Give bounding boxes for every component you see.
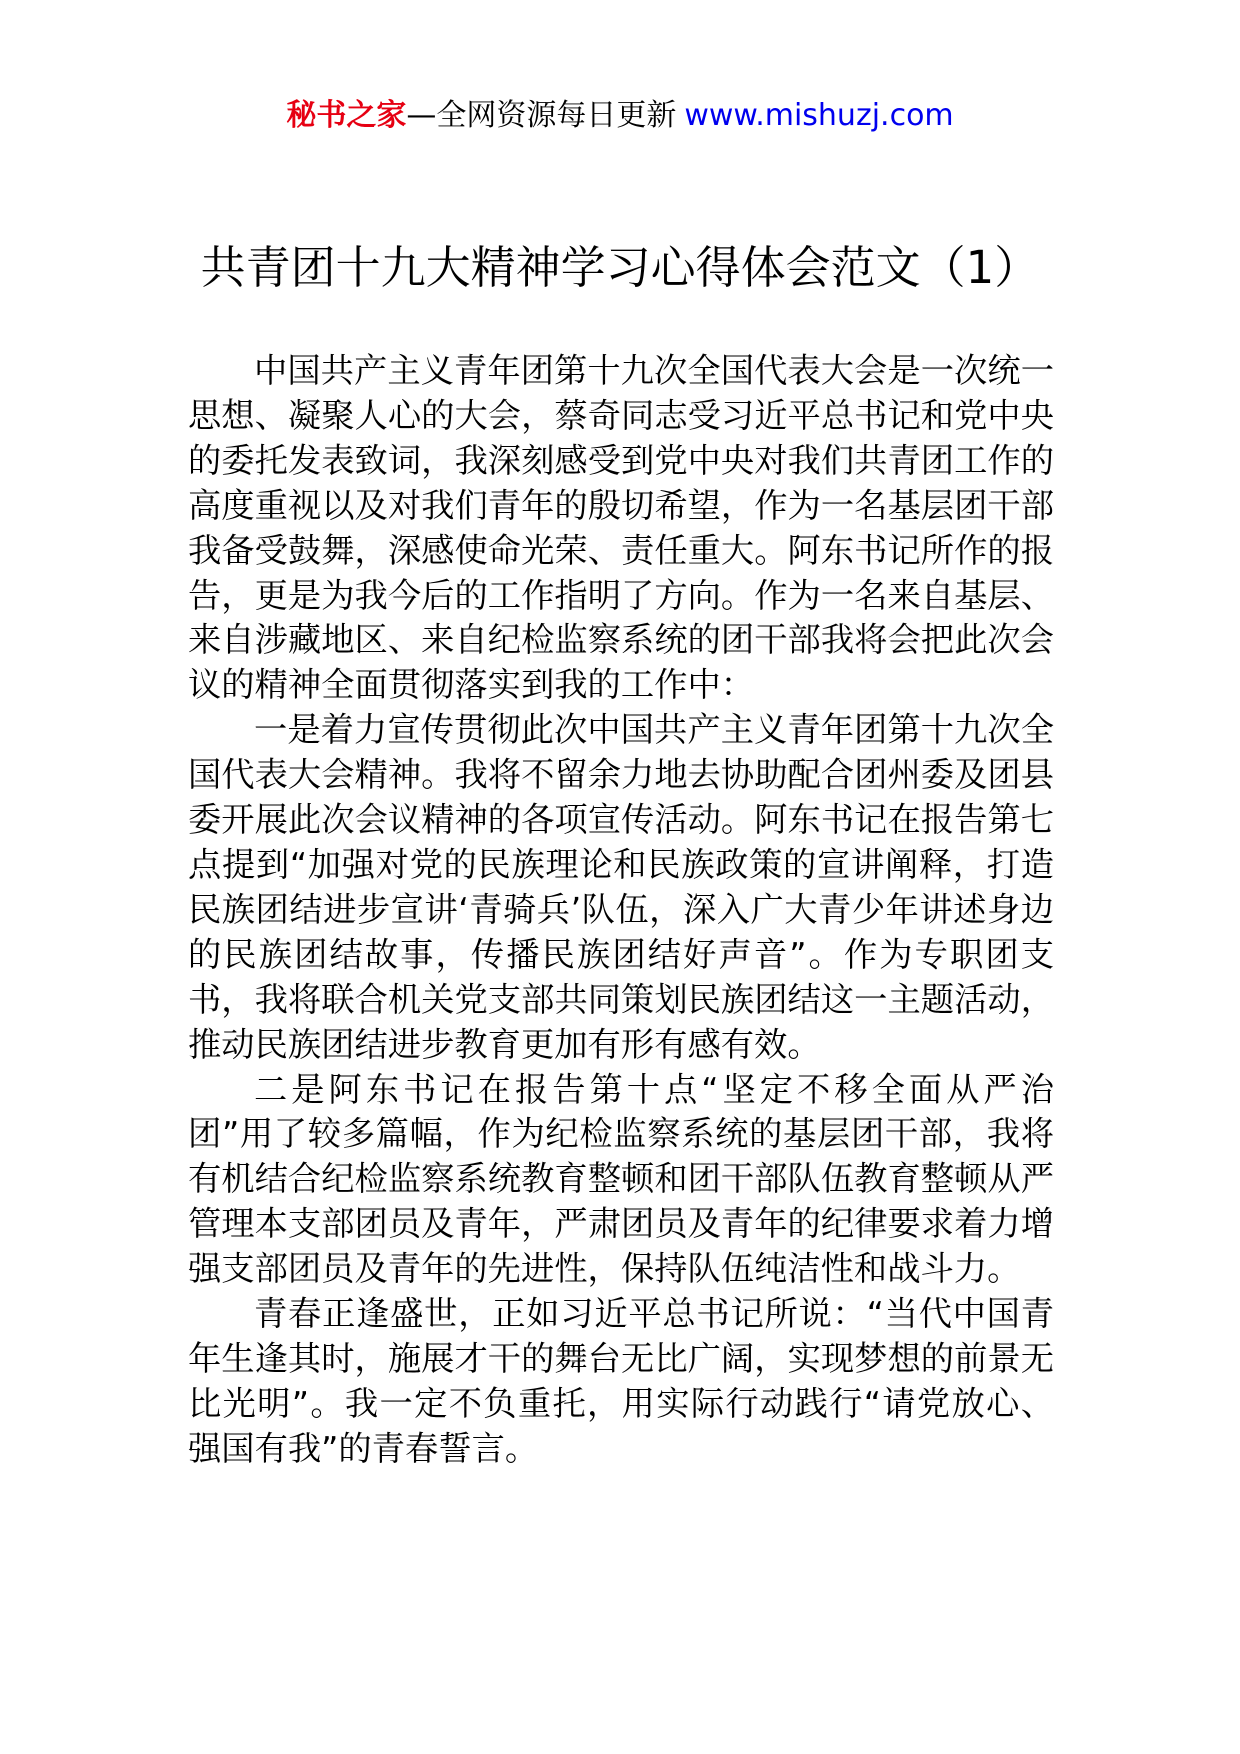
site-brand: 秘书之家 — [286, 98, 407, 133]
paragraph-conclusion: 青春正逢盛世，正如习近平总书记所说：“当代中国青年生逢其时，施展才干的舞台无比广阔，实现梦想的前景无比光明”。我一定不负重托，用实际行动践行“请党放心、强国有我”的青春誓言。 — [188, 1294, 1054, 1468]
document-body — [188, 349, 1054, 1472]
site-url-link[interactable]: www.mishuzj.com — [684, 98, 954, 133]
paragraph-intro: 中国共产主义青年团第十九次全国代表大会是一次统一思想、凝聚人心的大会，蔡奇同志受习近平总书记和党中央的委托发表致词，我深刻感受到党中央对我们共青团工作的高度重视以及对我们青年的殷切希望，作为一名基层团干部我备受鼓舞，深感使命光荣、责任重大。阿东书记所作的报告，更是为我今后的工作指明了方向。作为一名来自基层、来自涉藏地区、来自纪检监察系统的团干部我将会把此次会议的精神全面贯彻落实到我的工作中： — [188, 351, 1054, 705]
site-header — [0, 96, 1240, 136]
paragraph-point-two: 二是阿东书记在报告第十点“坚定不移全面从严治团”用了较多篇幅，作为纪检监察系统的基层团干部，我将有机结合纪检监察系统教育整顿和团干部队伍教育整顿从严管理本支部团员及青年，严肃团员及青年的纪律要求着力增强支部团员及青年的先进性，保持队伍纯洁性和战斗力。 — [188, 1069, 1054, 1289]
paragraph-point-one: 一是着力宣传贯彻此次中国共产主义青年团第十九次全国代表大会精神。我将不留余力地去协助配合团州委及团县委开展此次会议精神的各项宣传活动。阿东书记在报告第七点提到“加强对党的民族理论和民族政策的宣讲阐释，打造民族团结进步宣讲‘青骑兵’队伍，深入广大青少年讲述身边的民族团结故事，传播民族团结好声音”。作为专职团支书，我将联合机关党支部共同策划民族团结这一主题活动，推动民族团结进步教育更加有形有感有效。 — [188, 710, 1054, 1064]
document-title: 共青团十九大精神学习心得体会范文（1） — [200, 241, 1040, 294]
site-slogan: —全网资源每日更新 — [406, 98, 677, 133]
